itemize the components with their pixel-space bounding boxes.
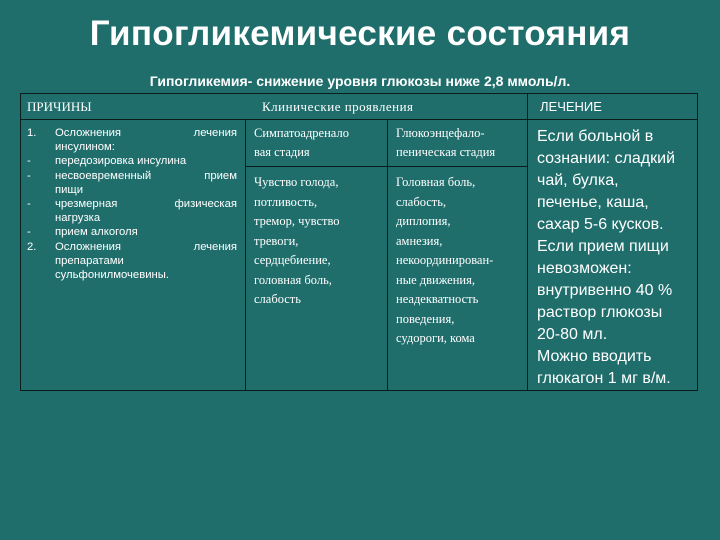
symptom-line: судороги, кома [396, 331, 475, 345]
header-causes: ПРИЧИНЫ [27, 99, 92, 114]
stage2-name-line: пеническая стадия [396, 144, 496, 159]
symptom-line: Головная боль, [396, 175, 476, 189]
symptom-line: поведения, [396, 311, 455, 326]
cause-item [25, 154, 237, 168]
treatment-line: Если прием пищи [537, 238, 669, 255]
cause-item [25, 240, 237, 283]
page-title: Гипогликемические состояния [89, 14, 631, 53]
cause-line: Осложнения лечения [55, 127, 237, 139]
symptom-line: сердцебиение, [254, 253, 331, 267]
conditions-table [20, 93, 698, 391]
header-treatment: ЛЕЧЕНИЕ [540, 99, 602, 114]
symptom-line: потливость, [254, 194, 318, 209]
header-clinical: Клинические проявления [262, 99, 414, 114]
stage-divider [245, 166, 527, 167]
stage1-symptoms [254, 173, 384, 310]
stage2-name-line: Глюкоэнцефало- [396, 126, 485, 140]
stage1-name [254, 124, 384, 161]
subtitle-definition: Гипогликемия- снижение уровня глюкозы ниже 2,8 ммоль/л. [149, 73, 571, 89]
symptom-line: амнезия, [396, 233, 443, 248]
column-divider-2 [387, 119, 388, 390]
cause-marker: - [27, 226, 31, 239]
cause-item [25, 126, 237, 154]
treatment-line: чай, булка, [537, 172, 619, 189]
cause-marker: 2. [27, 240, 37, 253]
symptom-line: головная боль, [254, 272, 332, 287]
cause-marker: - [27, 155, 31, 168]
treatment-line: печенье, каша, [537, 194, 649, 211]
symptom-line: неадекватность [396, 292, 479, 306]
treatment-line: внутривенно 40 % [537, 282, 673, 299]
cause-item [25, 225, 237, 239]
treatment-line: сахар 5-6 кусков. [537, 216, 664, 233]
cause-item [25, 169, 237, 197]
cause-line: передозировка инсулина [55, 155, 187, 168]
symptom-line: слабость [254, 292, 301, 306]
cause-marker: - [27, 169, 31, 182]
symptom-line: слабость, [396, 194, 447, 209]
column-divider-1 [245, 119, 246, 390]
cause-line: чрезмерная физическая [55, 198, 237, 211]
causes-list [25, 126, 237, 282]
symptom-line: тревоги, [254, 233, 299, 248]
symptom-line: ные движения, [396, 272, 475, 287]
column-divider-3 [527, 94, 528, 390]
treatment-line: Если больной в [537, 128, 654, 145]
stage2-name [396, 124, 526, 161]
table-header-row [21, 94, 697, 120]
symptom-line: Чувство голода, [254, 175, 339, 189]
cause-line: препаратами [55, 254, 124, 267]
symptom-line: диплопия, [396, 214, 451, 228]
cause-line: сульфонилмочевины. [55, 269, 170, 282]
cause-marker: 1. [27, 127, 37, 139]
cause-line: несвоевременный прием [55, 169, 237, 182]
treatment-line: невозможен: [537, 260, 632, 277]
stage1-name-line: вая стадия [254, 144, 310, 159]
stage1-name-line: Симпатоадренало [254, 126, 349, 140]
treatment-line: глюкагон 1 мг в/м. [537, 370, 671, 387]
cause-line: Осложнения лечения [55, 240, 237, 253]
treatment-line: сознании: сладкий [537, 150, 676, 167]
stage2-symptoms [396, 173, 526, 349]
symptom-line: некоординирован- [396, 253, 494, 267]
cause-line: нагрузка [55, 212, 101, 225]
treatment-line: раствор глюкозы [537, 304, 663, 321]
cause-line: инсулином: [55, 141, 115, 154]
symptom-line: тремор, чувство [254, 214, 340, 228]
treatment-line: 20-80 мл. [537, 326, 608, 343]
cause-line: прием алкоголя [55, 226, 138, 239]
cause-line: пищи [55, 183, 84, 196]
cause-marker: - [27, 198, 31, 211]
cause-item [25, 197, 237, 225]
treatment-line: Можно вводить [537, 348, 652, 365]
treatment-text [537, 126, 699, 390]
